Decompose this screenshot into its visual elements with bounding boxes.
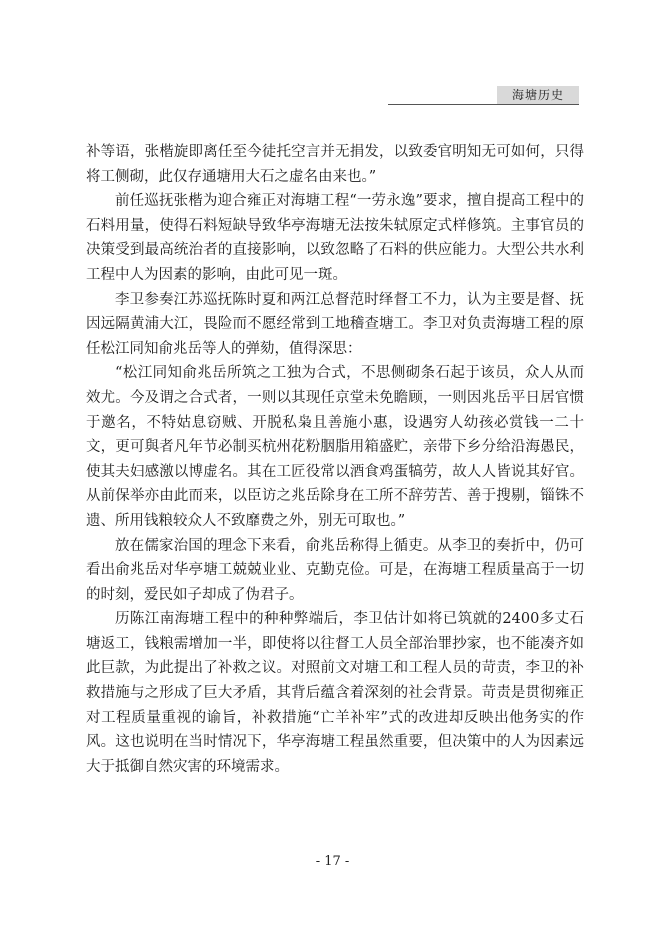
paragraph-1: 补等语，张楷旋即离任至今徒托空言并无捐发，以致委官明知无可如何，只得将工侧砌，此仅存通塘用大石之虚名由来也。”: [86, 144, 584, 185]
running-header-section-title: 海塘历史: [497, 86, 579, 104]
paragraph-6: 历陈江南海塘工程中的种种弊端后，李卫估计如将已筑就的2400多丈石塘返工，钱粮需增加一半，即使将以往督工人员全部治罪抄家，也不能凑齐如此巨款，为此提出了补救之议。对照前文对塘工和工程人员的苛责，李卫的补救措施与之形成了巨大矛盾，其背后蕴含着深刻的社会背景。苛责是贯彻雍正对工程质量重视的谕旨，补救措施“亡羊补牢”式的改进却反映出他务实的作风。这也说明在当时情况下，华亭海塘工程虽然重要，但决策中的人为因素远大于抵御自然灾害的环境需求。: [86, 611, 584, 775]
header-rule: [388, 104, 579, 105]
paragraph-5: 放在儒家治国的理念下来看，俞兆岳称得上循吏。从李卫的奏折中，仍可看出俞兆岳对华亭塘工兢兢业业、克勤克俭。可是，在海塘工程质量高于一切的时刻，爱民如子却成了伪君子。: [86, 537, 584, 603]
page-number: - 17 -: [315, 854, 350, 869]
page-body: [86, 140, 584, 779]
paragraph-2: 前任巡抚张楷为迎合雍正对海塘工程“一劳永逸”要求，擅自提高工程中的石料用量，使得石料短缺导致华亭海塘无法按朱轼原定式样修筑。主事官员的决策受到最高统治者的直接影响，以致忽略了石料的供应能力。大型公共水利工程中人为因素的影响，由此可见一斑。: [86, 193, 584, 283]
paragraph-3: 李卫参奏江苏巡抚陈时夏和两江总督范时绎督工不力，认为主要是督、抚因远隔黄浦大江，畏险而不愿经常到工地稽查塘工。李卫对负责海塘工程的原任松江同知俞兆岳等人的弹劾，值得深思：: [86, 291, 584, 357]
quotation-paragraph: “松江同知俞兆岳所筑之工独为合式，不思侧砌条石起于该员，众人从而效尤。今及谓之合式者，一则以其现任京堂未免瞻顾，一则因兆岳平日居官惯于邀名，不特姑息窃贼、开脱私枭且善施小惠，设遇穷人幼孩必赏钱一二十文，更可與者凡年节必制买杭州花粉胭脂用箱盛贮，亲带下乡分给沿海愚民，使其夫妇感激以博虚名。其在工匠役常以酒食鸡蛋犒劳，故人人皆说其好官。从前保举亦由此而来，以臣访之兆岳除身在工所不辞劳苦、善于搜剔，锱铢不遗、所用钱粮较众人不致靡费之外，别无可取也。”: [86, 365, 584, 529]
